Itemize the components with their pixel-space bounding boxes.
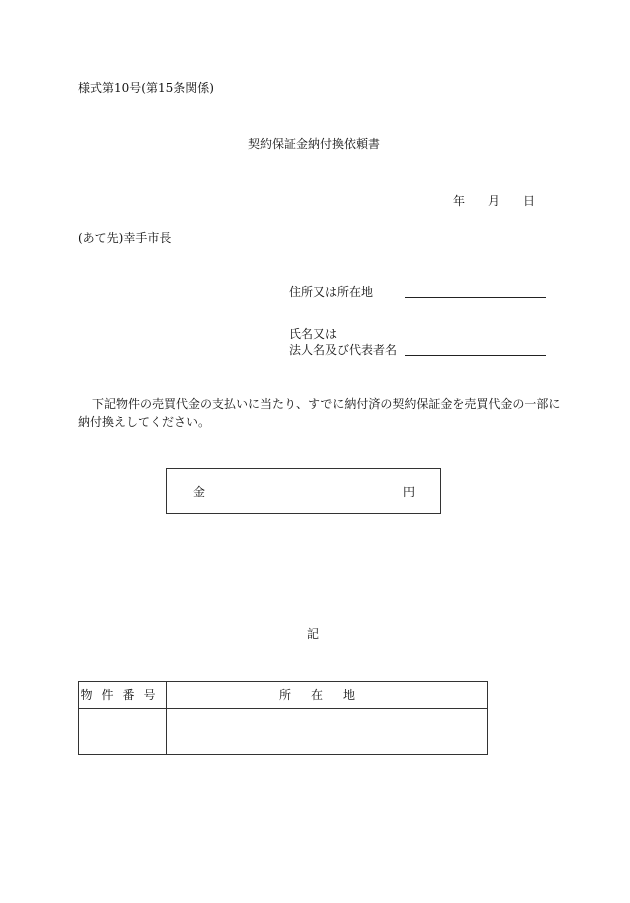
name-label-line2: 法人名及び代表者名 bbox=[289, 343, 398, 357]
ki-heading: 記 bbox=[307, 627, 320, 641]
date-month-label: 月 bbox=[488, 194, 501, 208]
addressee: (あて先)幸手市長 bbox=[78, 231, 172, 245]
header-property-number: 物件番号 bbox=[79, 682, 167, 709]
form-number: 様式第10号(第15条関係) bbox=[78, 81, 214, 95]
property-table bbox=[78, 681, 488, 755]
date-day-label: 日 bbox=[523, 194, 536, 208]
address-label: 住所又は所在地 bbox=[289, 285, 374, 299]
date-year-label: 年 bbox=[453, 194, 466, 208]
body-text-line2: 納付換えしてください。 bbox=[78, 415, 211, 429]
cell-location[interactable] bbox=[167, 709, 488, 755]
document-title: 契約保証金納付換依頼書 bbox=[248, 137, 381, 151]
name-field-line[interactable] bbox=[405, 355, 546, 356]
cell-property-number[interactable] bbox=[79, 709, 167, 755]
amount-box[interactable] bbox=[166, 468, 441, 514]
header-location: 所在地 bbox=[167, 682, 488, 709]
table-header-row bbox=[79, 682, 488, 709]
name-label-line1: 氏名又は bbox=[289, 327, 338, 341]
address-field-line[interactable] bbox=[405, 297, 546, 298]
amount-prefix: 金 bbox=[193, 485, 206, 499]
body-text-line1: 下記物件の売買代金の支払いに当たり、すでに納付済の契約保証金を売買代金の一部に bbox=[92, 397, 561, 411]
amount-suffix: 円 bbox=[403, 485, 416, 499]
table-row bbox=[79, 709, 488, 755]
